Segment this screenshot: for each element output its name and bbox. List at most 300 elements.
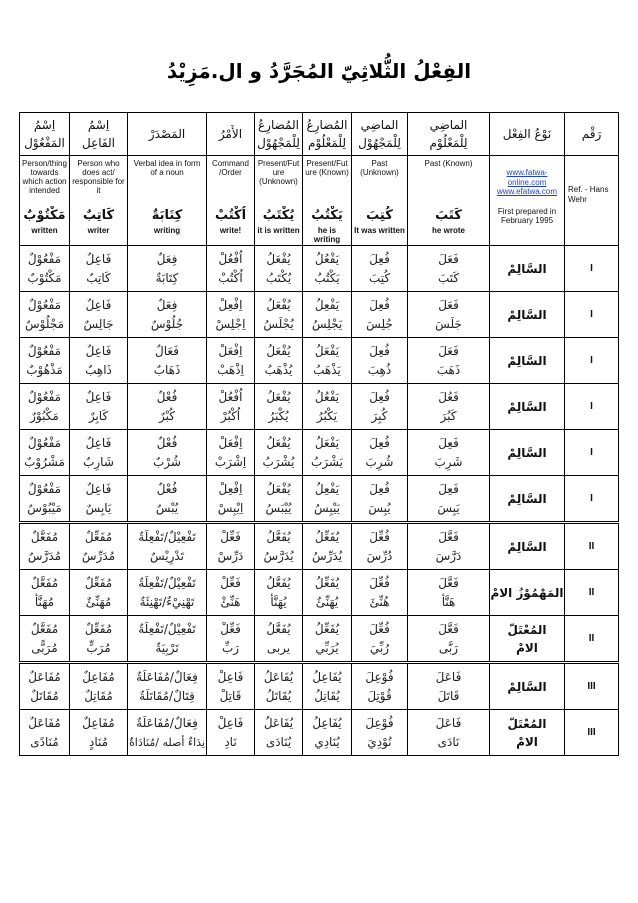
verb-row — [20, 616, 619, 663]
page-title: الفِعْلُ الثُّلاثِيّ المُجَرَّدُ و ال.مَزِيْدُ — [166, 59, 472, 83]
conjugation-cell-present-known — [303, 384, 352, 430]
pattern-form: فَعَلَ — [438, 297, 459, 312]
example-form: مَذْهُوْبٌ — [26, 362, 63, 377]
verb-row — [20, 338, 619, 384]
pattern-form: فُعِلَ — [369, 297, 390, 312]
pattern-form: مُفَعَّلٌ — [30, 529, 59, 544]
prepared-date-note: First prepared in February 1995 — [497, 206, 557, 225]
example-form: قَاتَلَ — [437, 688, 460, 703]
column-header-label: المَصْدَرْ — [148, 127, 186, 141]
example-form: يُبْسٌ — [155, 500, 179, 515]
form-number: I — [565, 384, 619, 430]
verb-row — [20, 663, 619, 710]
pattern-form: فُعِلَ — [369, 251, 390, 266]
example-form: هَنَّأَ — [441, 594, 456, 609]
pattern-form: فَاعِلٌ — [85, 435, 112, 450]
pattern-form: يَفْعُلُ — [314, 251, 340, 266]
column-header-label: الماضِي — [429, 118, 468, 132]
example-meaning: he wrote — [432, 226, 465, 235]
pattern-form: يَفْعَلُ — [314, 343, 340, 358]
example-form: رُبِّيَ — [369, 640, 390, 655]
conjugation-cell-active-participle — [70, 570, 128, 616]
verb-type-label: السَّالِمْ — [507, 539, 547, 554]
conjugation-cell-active-participle — [70, 476, 128, 523]
verb-type-cell — [490, 384, 565, 430]
pattern-form: يُفْعَلُ — [266, 435, 291, 450]
conjugation-cell-present-unknown — [255, 292, 303, 338]
conjugation-cell-past-known — [408, 570, 490, 616]
pattern-form: مَفْعُوْلٌ — [27, 435, 62, 450]
form-number: II — [565, 570, 619, 616]
pattern-form: يُفَعَّلُ — [266, 621, 291, 636]
example-form: تَدْرِيْسٌ — [149, 548, 185, 563]
example-verb: يَكْتُبُ — [311, 208, 343, 223]
pattern-form: فَاعِلْ — [217, 669, 244, 684]
column-description-present-unknown — [255, 156, 303, 246]
verb-row — [20, 384, 619, 430]
conjugation-cell-past-known — [408, 292, 490, 338]
column-header-passive-participle — [20, 113, 70, 156]
conjugation-cell-verbal-noun — [128, 663, 207, 710]
conjugation-cell-passive-participle — [20, 338, 70, 384]
verb-forms-table — [19, 112, 619, 756]
example-form: مُرَبٍّ — [86, 640, 111, 655]
verb-type-cell — [490, 430, 565, 476]
example-form: يَشْرَبُ — [311, 454, 343, 469]
example-meaning: writing — [153, 226, 181, 235]
pattern-form: مُفَعَّلٌ — [30, 621, 59, 636]
column-description-text: Present/Future (Unknown) — [257, 159, 300, 186]
pattern-form: يُفَاعِلُ — [312, 669, 342, 684]
pattern-form: فَعُلَ — [438, 389, 459, 404]
conjugation-cell-present-unknown — [255, 616, 303, 663]
example-form: يُهَنِّئُ — [315, 594, 339, 609]
conjugation-cell-past-unknown — [352, 570, 408, 616]
column-header-number — [565, 113, 619, 156]
conjugation-cell-verbal-noun — [128, 246, 207, 292]
conjugation-cell-command — [207, 476, 255, 523]
pattern-form: فَعَلَ — [438, 251, 459, 266]
conjugation-cell-present-unknown — [255, 246, 303, 292]
pattern-form: تَفْعِيْلٌ/تَفْعِلَةٌ — [138, 575, 196, 590]
conjugation-cell-present-known — [303, 246, 352, 292]
conjugation-cell-past-unknown — [352, 663, 408, 710]
example-form: يَابِسٌ — [85, 500, 112, 515]
conjugation-cell-present-unknown — [255, 384, 303, 430]
pattern-form: مَفْعُوْلٌ — [27, 297, 62, 312]
example-form: يَكْبُرُ — [316, 408, 338, 423]
conjugation-cell-past-known — [408, 523, 490, 570]
pattern-form: يُفَعَّلُ — [266, 575, 291, 590]
example-form: يَجْلِسُ — [311, 316, 343, 331]
column-description-active-participle — [70, 156, 128, 246]
verb-row — [20, 292, 619, 338]
conjugation-cell-past-known — [408, 430, 490, 476]
pattern-form: يَفْعَلُ — [314, 435, 340, 450]
form-number: I — [565, 292, 619, 338]
column-description-present-known — [303, 156, 352, 246]
column-description-verb-type — [490, 156, 565, 246]
example-verb: كِتَابَةٌ — [151, 208, 183, 223]
pattern-form: مَفْعُوْلٌ — [27, 481, 62, 496]
pattern-form: مُفَاعَلٌ — [28, 669, 61, 684]
form-number: I — [565, 476, 619, 523]
pattern-form: فُوْعِلَ — [365, 669, 394, 684]
example-form: مُنَادًى — [30, 734, 59, 749]
pattern-form: يَفْعِلُ — [314, 297, 340, 312]
example-form: نَادَى — [437, 734, 460, 749]
conjugation-cell-command — [207, 616, 255, 663]
website-link[interactable]: www.fatwa-online.com — [506, 168, 548, 187]
conjugation-cell-active-participle — [70, 246, 128, 292]
verb-type-label: المَهْمُوْزُ الامْ — [490, 585, 564, 600]
column-header-present-known — [303, 113, 352, 156]
column-header-present-unknown — [255, 113, 303, 156]
example-form: يَذْهَبُ — [313, 362, 341, 377]
column-header-label: لِلْمَجْهُوْل — [257, 136, 300, 150]
pattern-form: فُعِلَ — [369, 481, 390, 496]
example-form: يُجْلَسُ — [263, 316, 294, 331]
conjugation-cell-command — [207, 246, 255, 292]
conjugation-cell-active-participle — [70, 710, 128, 756]
pattern-form: يَفْعُلُ — [314, 389, 340, 404]
form-number: II — [565, 523, 619, 570]
example-form: شَرِبَ — [434, 454, 463, 469]
verb-type-cell — [490, 710, 565, 756]
conjugation-cell-passive-participle — [20, 710, 70, 756]
pattern-form: مَفْعُوْلٌ — [27, 251, 62, 266]
header-row-descriptions — [20, 156, 619, 246]
example-form: تَهْنِيْءٌ/تَهْنِئَةٌ — [139, 594, 195, 609]
column-header-label: المُضارِعُ — [306, 118, 348, 132]
pattern-form: مُفَعِّلٌ — [84, 575, 113, 590]
header-row-titles — [20, 113, 619, 156]
pattern-form: فَاعَلَ — [435, 715, 462, 730]
pattern-form: يُفَعِّلُ — [314, 575, 340, 590]
pattern-form: يُفْعَلُ — [266, 389, 291, 404]
conjugation-cell-present-known — [303, 338, 352, 384]
example-form: كِتَابَةٌ — [155, 270, 179, 285]
example-form: جُلِسَ — [366, 316, 393, 331]
form-number: III — [565, 710, 619, 756]
conjugation-cell-command — [207, 663, 255, 710]
example-form: يُيْبَسُ — [265, 500, 292, 515]
pattern-form: فَعِّلْ — [220, 529, 241, 544]
conjugation-cell-active-participle — [70, 338, 128, 384]
example-form: رَبَّى — [438, 640, 459, 655]
pattern-form: فَعِّلْ — [220, 621, 241, 636]
column-header-label: المَفْعُوْل — [24, 136, 65, 150]
pattern-form: فِعَلٌ — [156, 297, 178, 312]
verb-row — [20, 246, 619, 292]
column-description-text: Present/Future (Known) — [305, 159, 349, 177]
conjugation-cell-active-participle — [70, 616, 128, 663]
column-description-text: Verbal idea in form of a noun — [133, 159, 201, 177]
verb-type-label: السَّالِمْ — [507, 399, 547, 414]
conjugation-cell-passive-participle — [20, 430, 70, 476]
conjugation-cell-verbal-noun — [128, 476, 207, 523]
column-header-verb-type — [490, 113, 565, 156]
example-form: يُبِسَ — [368, 500, 391, 515]
column-description-number — [565, 156, 619, 246]
conjugation-cell-present-known — [303, 292, 352, 338]
conjugation-cell-passive-participle — [20, 246, 70, 292]
conjugation-cell-past-known — [408, 476, 490, 523]
example-form: دُرِّسَ — [366, 548, 393, 563]
pattern-form: فَعَالٌ — [155, 343, 179, 358]
example-form: يَيْبِسُ — [314, 500, 340, 515]
pattern-form: يُفْعَلُ — [266, 481, 291, 496]
conjugation-cell-past-known — [408, 663, 490, 710]
conjugation-cell-present-known — [303, 663, 352, 710]
verb-type-label: السَّالِمْ — [507, 491, 547, 506]
example-form: مَكْبُوْرٌ — [30, 408, 59, 423]
example-form: دَرَّسَ — [435, 548, 462, 563]
example-form: يُرَبِّي — [315, 640, 339, 655]
example-form: يُنَادِي — [314, 734, 340, 749]
pattern-form: يُفَاعَلُ — [263, 715, 294, 730]
conjugation-cell-passive-participle — [20, 663, 70, 710]
pattern-form: فَاعِلٌ — [85, 251, 112, 266]
verb-type-label: المُعْتَلّ — [507, 622, 547, 637]
example-form: مُدَرَّسٌ — [27, 548, 62, 563]
verb-type-label: السَّالِمْ — [507, 445, 547, 460]
pattern-form: يُفْعَلُ — [266, 343, 291, 358]
conjugation-cell-verbal-noun — [128, 338, 207, 384]
pattern-form: مُفَعِّلٌ — [84, 621, 113, 636]
verb-type-label: الامْ — [516, 640, 538, 655]
pattern-form: فُعْلٌ — [156, 481, 178, 496]
pattern-form: فَاعِلٌ — [85, 297, 112, 312]
column-description-text: Past (Unknown) — [360, 159, 399, 177]
conjugation-cell-past-unknown — [352, 338, 408, 384]
conjugation-cell-command — [207, 430, 255, 476]
conjugation-cell-active-participle — [70, 430, 128, 476]
pattern-form: فُعْلٌ — [156, 435, 178, 450]
column-header-past-unknown — [352, 113, 408, 156]
example-form: نَادِ — [224, 734, 237, 749]
example-form: اِيْبِسْ — [217, 500, 244, 515]
conjugation-cell-past-unknown — [352, 476, 408, 523]
conjugation-cell-passive-participle — [20, 616, 70, 663]
example-form: شُرْبٌ — [153, 454, 181, 469]
pattern-form: اِفْعَلْ — [218, 343, 243, 358]
verb-type-cell — [490, 476, 565, 523]
pattern-form: مُفَاعِلٌ — [82, 669, 115, 684]
pattern-form: يُفْعَلُ — [266, 297, 291, 312]
pattern-form: اِفْعَلْ — [218, 435, 243, 450]
column-header-label: لِلْمَعْلُوْم — [308, 136, 346, 150]
verb-type-label: المُعْتَلّ — [507, 716, 547, 731]
table-body — [20, 113, 619, 756]
example-form: شُرِبَ — [365, 454, 394, 469]
column-header-label: اِسْمُ — [87, 118, 110, 132]
conjugation-cell-present-known — [303, 710, 352, 756]
conjugation-cell-past-known — [408, 384, 490, 430]
verb-type-label: الامْ — [516, 734, 538, 749]
example-form: يُكْتَبُ — [265, 270, 292, 285]
pattern-form: فِعَلٌ — [156, 251, 178, 266]
column-header-active-participle — [70, 113, 128, 156]
example-form: شَارِبٌ — [83, 454, 114, 469]
example-form: كَبُرَ — [440, 408, 457, 423]
conjugation-cell-past-unknown — [352, 246, 408, 292]
pattern-form: يُفَعَّلُ — [266, 529, 291, 544]
verb-row — [20, 570, 619, 616]
example-form: جَالِسٌ — [83, 316, 114, 331]
example-form: مُدَرِّسٌ — [81, 548, 116, 563]
pattern-form: مُفَعِّلٌ — [84, 529, 113, 544]
example-form: كَاتِبٌ — [86, 270, 111, 285]
example-form: يُشْرَبُ — [262, 454, 295, 469]
conjugation-cell-command — [207, 570, 255, 616]
example-form: هَنِّئْ — [220, 594, 241, 609]
example-form: يُهَنَّأُ — [270, 594, 287, 609]
conjugation-cell-past-unknown — [352, 616, 408, 663]
conjugation-cell-passive-participle — [20, 292, 70, 338]
verb-row — [20, 430, 619, 476]
column-header-verbal-noun — [128, 113, 207, 156]
pattern-form: مُفَعَّلٌ — [30, 575, 59, 590]
example-form: ذَهَابٌ — [153, 362, 181, 377]
pattern-form: فُعْلٌ — [156, 389, 178, 404]
example-form: ذَهَبَ — [436, 362, 461, 377]
pattern-form: يُفَعِّلُ — [314, 529, 340, 544]
column-header-label: الأَمْرُ — [218, 127, 243, 141]
pattern-form: فُعِلَ — [369, 389, 390, 404]
example-form: اُكْتُبْ — [218, 270, 243, 285]
verb-type-cell — [490, 338, 565, 384]
example-meaning: he is writing — [313, 226, 341, 244]
column-header-label: الماضِي — [360, 118, 399, 132]
example-form: مُقَاتَلٌ — [30, 688, 59, 703]
example-meaning: written — [31, 226, 58, 235]
conjugation-cell-passive-participle — [20, 570, 70, 616]
conjugation-cell-verbal-noun — [128, 570, 207, 616]
pattern-form: فَعِلَ — [438, 435, 459, 450]
example-verb: يُكْتَبُ — [262, 208, 295, 223]
column-header-label: رَقْم — [581, 127, 602, 141]
example-form: مُهَنِّئٌ — [85, 594, 112, 609]
pattern-form: يَفْعِلُ — [314, 481, 340, 496]
column-description-past-unknown — [352, 156, 408, 246]
column-description-past-known — [408, 156, 490, 246]
conjugation-cell-command — [207, 710, 255, 756]
pattern-form: فَعَلَ — [438, 343, 459, 358]
pattern-form: يُفَعِّلُ — [314, 621, 340, 636]
website-link[interactable]: www.efatwa.com — [496, 187, 558, 196]
example-form: مُرَبًّى — [31, 640, 58, 655]
conjugation-cell-verbal-noun — [128, 616, 207, 663]
pattern-form: مُفَاعِلٌ — [82, 715, 115, 730]
conjugation-cell-present-known — [303, 616, 352, 663]
conjugation-cell-present-known — [303, 570, 352, 616]
example-form: يُكْبَرُ — [268, 408, 289, 423]
example-verb: كَتَبَ — [435, 208, 462, 223]
example-form: يَبِسَ — [437, 500, 460, 515]
pattern-form: فَعِّلْ — [220, 575, 241, 590]
conjugation-cell-past-unknown — [352, 292, 408, 338]
example-form: مُنَادٍ — [88, 734, 109, 749]
form-number: I — [565, 430, 619, 476]
pattern-form: فَاعِلْ — [217, 715, 244, 730]
pattern-form: فُعِلَ — [369, 435, 390, 450]
pattern-form: يُفْعَلُ — [266, 251, 291, 266]
example-form: جُلُوْسٌ — [150, 316, 184, 331]
conjugation-cell-present-unknown — [255, 523, 303, 570]
pattern-form: فِعَالٌ/مُفَاعَلَةٌ — [136, 669, 198, 684]
column-header-label: الفَاعِل — [82, 136, 115, 150]
pattern-form: تَفْعِيْلٌ/تَفْعِلَةٌ — [138, 529, 196, 544]
pattern-form: اِفْعِلْ — [218, 481, 243, 496]
example-form: اِشْرَبْ — [214, 454, 247, 469]
example-form: قِتَالٌ/مُقَاتَلَةٌ — [139, 688, 195, 703]
pattern-form: اُفْعُلْ — [218, 389, 243, 404]
column-description-text: Person who does act/ responsible for it — [72, 159, 125, 195]
example-form: اِجْلِسْ — [215, 316, 246, 331]
conjugation-cell-command — [207, 338, 255, 384]
verb-type-cell — [490, 616, 565, 663]
column-description-text: Person/thing towards which action intended — [22, 159, 67, 195]
example-meaning: It was written — [354, 226, 405, 235]
pattern-form: فَاعِلٌ — [85, 343, 112, 358]
example-form: اِذْهَبْ — [217, 362, 244, 377]
example-meaning: writer — [87, 226, 110, 235]
conjugation-cell-passive-participle — [20, 523, 70, 570]
conjugation-cell-active-participle — [70, 384, 128, 430]
pattern-form: فُعِّلَ — [369, 575, 390, 590]
example-form: يُدَرَّسُ — [263, 548, 294, 563]
example-meaning: it is written — [257, 226, 300, 235]
example-form: مُهَنَّأٌ — [34, 594, 55, 609]
example-form: مَجْلُوْسٌ — [25, 316, 64, 331]
column-header-label: لِلْمَجْهُوْل — [358, 136, 401, 150]
reference-note: Ref. - Hans Wehr — [568, 185, 609, 204]
example-form: هُنِّئَ — [369, 594, 390, 609]
conjugation-cell-active-participle — [70, 663, 128, 710]
conjugation-cell-present-unknown — [255, 476, 303, 523]
conjugation-cell-present-known — [303, 476, 352, 523]
column-description-text: Command /Order — [212, 159, 249, 177]
example-form: كُبْرٌ — [159, 408, 175, 423]
example-meaning: write! — [219, 226, 242, 235]
conjugation-cell-past-unknown — [352, 384, 408, 430]
example-form: جَلَسَ — [435, 316, 462, 331]
column-description-verbal-noun — [128, 156, 207, 246]
pattern-form: فَاعِلٌ — [85, 481, 112, 496]
example-form: قُوْتِلَ — [367, 688, 392, 703]
example-form: كَتَبَ — [437, 270, 460, 285]
pattern-form: فِعَالٌ/مُفَاعَلَةٌ — [136, 715, 198, 730]
pattern-form: فَعَّلَ — [438, 529, 459, 544]
column-header-label: نَوْعُ الفِعْل — [502, 127, 552, 141]
pattern-form: فَاعِلٌ — [85, 389, 112, 404]
example-form: ذُهِبَ — [367, 362, 392, 377]
conjugation-cell-past-known — [408, 710, 490, 756]
example-form: مُقَاتِلٌ — [84, 688, 113, 703]
conjugation-cell-passive-participle — [20, 476, 70, 523]
example-form: نِدَاءٌ أصله /مُنَادَاةٌ — [129, 735, 205, 749]
conjugation-cell-present-unknown — [255, 338, 303, 384]
example-form: مَيْبُوْسٌ — [27, 500, 62, 515]
conjugation-cell-active-participle — [70, 292, 128, 338]
example-form: يربى — [266, 640, 291, 655]
conjugation-cell-present-known — [303, 523, 352, 570]
pattern-form: مَفْعُوْلٌ — [27, 343, 62, 358]
conjugation-cell-present-unknown — [255, 430, 303, 476]
form-number: II — [565, 616, 619, 663]
verb-type-cell — [490, 246, 565, 292]
